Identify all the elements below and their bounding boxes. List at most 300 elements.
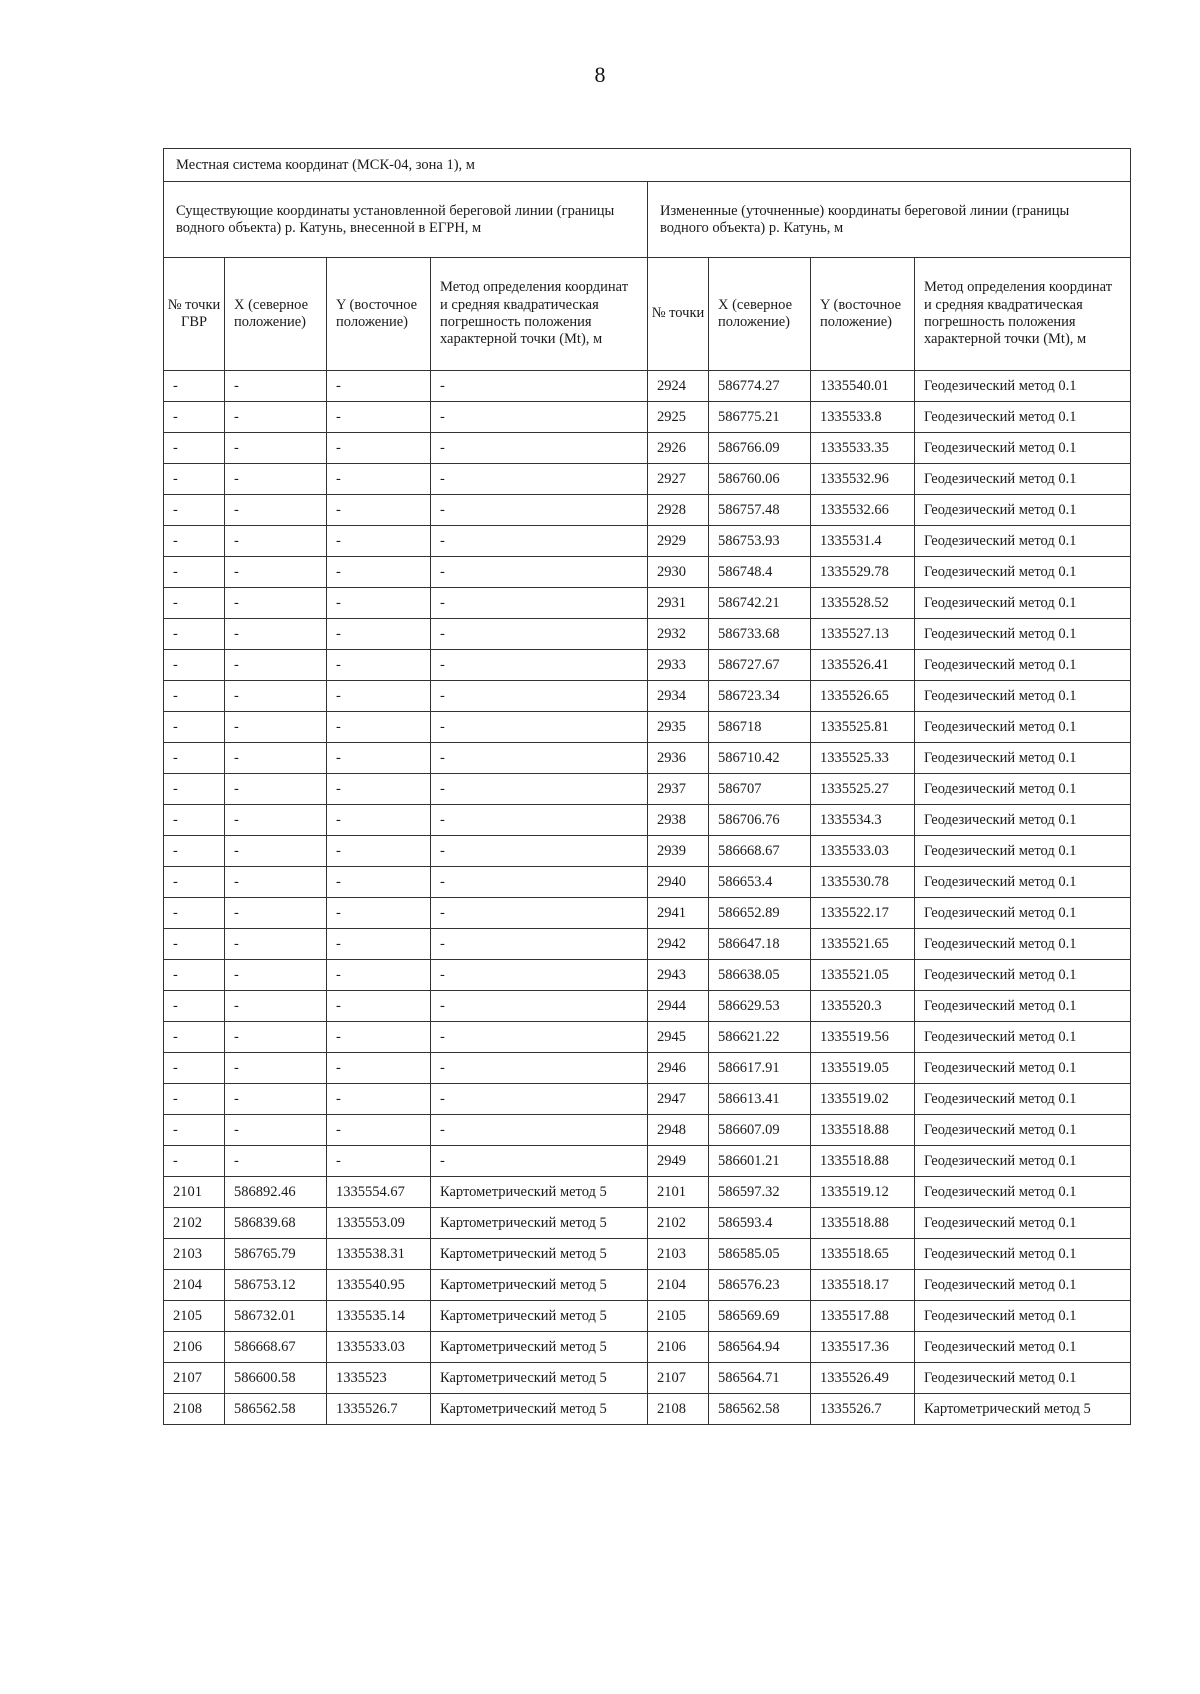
cell-left-x: -: [225, 898, 327, 929]
cell-right-y: 1335530.78: [811, 867, 915, 898]
cell-right-y: 1335532.66: [811, 495, 915, 526]
cell-right-point-no: 2933: [648, 650, 709, 681]
cell-left-y: -: [327, 867, 431, 898]
cell-right-x: 586647.18: [709, 929, 811, 960]
cell-right-x: 586638.05: [709, 960, 811, 991]
cell-right-y: 1335528.52: [811, 588, 915, 619]
cell-left-point-no: -: [164, 991, 225, 1022]
cell-right-x: 586760.06: [709, 464, 811, 495]
cell-left-x: -: [225, 1146, 327, 1177]
cell-left-y: 1335526.7: [327, 1394, 431, 1425]
cell-left-x: -: [225, 774, 327, 805]
cell-right-method: Геодезический метод 0.1: [915, 402, 1131, 433]
cell-right-y: 1335525.27: [811, 774, 915, 805]
col-header-left-y: Y (восточное положение): [327, 258, 431, 371]
cell-left-y: 1335540.95: [327, 1270, 431, 1301]
cell-right-y: 1335533.03: [811, 836, 915, 867]
cell-right-method: Геодезический метод 0.1: [915, 557, 1131, 588]
cell-left-point-no: -: [164, 1022, 225, 1053]
cell-right-y: 1335519.02: [811, 1084, 915, 1115]
cell-left-point-no: -: [164, 805, 225, 836]
cell-left-y: -: [327, 929, 431, 960]
table-row: [164, 836, 1131, 867]
cell-right-method: Геодезический метод 0.1: [915, 1208, 1131, 1239]
cell-left-y: -: [327, 402, 431, 433]
cell-right-point-no: 2937: [648, 774, 709, 805]
table-row: [164, 433, 1131, 464]
cell-right-y: 1335521.05: [811, 960, 915, 991]
cell-right-point-no: 2104: [648, 1270, 709, 1301]
cell-left-x: 586562.58: [225, 1394, 327, 1425]
cell-left-method: -: [431, 402, 648, 433]
cell-left-x: -: [225, 619, 327, 650]
cell-right-x: 586775.21: [709, 402, 811, 433]
cell-left-x: -: [225, 1084, 327, 1115]
cell-left-x: -: [225, 588, 327, 619]
cell-right-point-no: 2929: [648, 526, 709, 557]
table-row: [164, 1084, 1131, 1115]
cell-left-x: 586600.58: [225, 1363, 327, 1394]
cell-right-x: 586668.67: [709, 836, 811, 867]
cell-right-point-no: 2930: [648, 557, 709, 588]
cell-right-method: Геодезический метод 0.1: [915, 1146, 1131, 1177]
cell-right-method: Геодезический метод 0.1: [915, 1084, 1131, 1115]
cell-left-point-no: 2104: [164, 1270, 225, 1301]
cell-left-point-no: -: [164, 619, 225, 650]
cell-left-point-no: -: [164, 743, 225, 774]
cell-left-method: -: [431, 712, 648, 743]
cell-left-y: -: [327, 1022, 431, 1053]
cell-right-x: 586710.42: [709, 743, 811, 774]
cell-right-x: 586723.34: [709, 681, 811, 712]
cell-right-method: Геодезический метод 0.1: [915, 526, 1131, 557]
table-row: [164, 867, 1131, 898]
table-row: [164, 991, 1131, 1022]
cell-right-method: Геодезический метод 0.1: [915, 1270, 1131, 1301]
col-header-right-method: Метод определения координат и средняя квадратическая погрешность положения характерной точки (Mt), м: [915, 258, 1131, 371]
table-row: [164, 929, 1131, 960]
cell-right-method: Геодезический метод 0.1: [915, 836, 1131, 867]
cell-left-point-no: 2101: [164, 1177, 225, 1208]
cell-left-method: -: [431, 867, 648, 898]
cell-right-y: 1335527.13: [811, 619, 915, 650]
cell-left-point-no: -: [164, 1146, 225, 1177]
col-header-right-x: X (северное положение): [709, 258, 811, 371]
cell-left-point-no: -: [164, 433, 225, 464]
cell-left-point-no: -: [164, 960, 225, 991]
cell-left-x: -: [225, 1022, 327, 1053]
cell-left-method: -: [431, 836, 648, 867]
coordinates-table: [163, 148, 1131, 1425]
cell-left-y: -: [327, 526, 431, 557]
table-row: [164, 1332, 1131, 1363]
cell-right-method: Геодезический метод 0.1: [915, 867, 1131, 898]
cell-right-y: 1335526.7: [811, 1394, 915, 1425]
table-row: [164, 650, 1131, 681]
cell-right-method: Геодезический метод 0.1: [915, 1363, 1131, 1394]
cell-right-point-no: 2102: [648, 1208, 709, 1239]
cell-left-point-no: -: [164, 1115, 225, 1146]
cell-right-x: 586733.68: [709, 619, 811, 650]
cell-left-y: -: [327, 774, 431, 805]
cell-right-method: Геодезический метод 0.1: [915, 1332, 1131, 1363]
cell-right-point-no: 2939: [648, 836, 709, 867]
cell-left-x: -: [225, 743, 327, 774]
cell-left-method: -: [431, 464, 648, 495]
cell-right-y: 1335520.3: [811, 991, 915, 1022]
table-row: [164, 557, 1131, 588]
cell-right-point-no: 2948: [648, 1115, 709, 1146]
cell-right-point-no: 2924: [648, 371, 709, 402]
cell-left-method: -: [431, 774, 648, 805]
cell-left-point-no: -: [164, 1084, 225, 1115]
existing-coordinates-header: Существующие координаты установленной береговой линии (границы водного объекта) р. Катунь, внесенной в ЕГРН, м: [164, 182, 648, 258]
cell-right-x: 586653.4: [709, 867, 811, 898]
cell-right-x: 586564.71: [709, 1363, 811, 1394]
cell-right-method: Геодезический метод 0.1: [915, 495, 1131, 526]
cell-left-method: -: [431, 1022, 648, 1053]
cell-left-y: 1335538.31: [327, 1239, 431, 1270]
cell-right-y: 1335517.88: [811, 1301, 915, 1332]
cell-left-point-no: -: [164, 371, 225, 402]
table-row: [164, 743, 1131, 774]
cell-left-method: -: [431, 929, 648, 960]
cell-right-y: 1335522.17: [811, 898, 915, 929]
cell-right-x: 586629.53: [709, 991, 811, 1022]
cell-right-point-no: 2932: [648, 619, 709, 650]
col-header-right-point-no: № точки: [648, 258, 709, 371]
col-header-left-method: Метод определения координат и средняя квадратическая погрешность положения характерной точки (Mt), м: [431, 258, 648, 371]
cell-left-x: 586668.67: [225, 1332, 327, 1363]
cell-right-point-no: 2947: [648, 1084, 709, 1115]
cell-left-method: -: [431, 619, 648, 650]
cell-left-y: 1335554.67: [327, 1177, 431, 1208]
cell-right-method: Геодезический метод 0.1: [915, 743, 1131, 774]
cell-right-y: 1335534.3: [811, 805, 915, 836]
cell-left-point-no: -: [164, 681, 225, 712]
col-header-left-point-no: № точки ГВР: [164, 258, 225, 371]
cell-left-x: -: [225, 929, 327, 960]
cell-right-y: 1335519.05: [811, 1053, 915, 1084]
table-row: [164, 526, 1131, 557]
cell-left-method: -: [431, 960, 648, 991]
cell-right-x: 586601.21: [709, 1146, 811, 1177]
cell-right-y: 1335526.49: [811, 1363, 915, 1394]
cell-left-method: -: [431, 743, 648, 774]
cell-right-x: 586718: [709, 712, 811, 743]
cell-right-point-no: 2945: [648, 1022, 709, 1053]
cell-left-x: -: [225, 1053, 327, 1084]
cell-left-method: -: [431, 526, 648, 557]
cell-right-x: 586617.91: [709, 1053, 811, 1084]
cell-right-x: 586564.94: [709, 1332, 811, 1363]
cell-left-x: -: [225, 991, 327, 1022]
cell-right-method: Геодезический метод 0.1: [915, 898, 1131, 929]
table-row: [164, 1208, 1131, 1239]
cell-right-point-no: 2107: [648, 1363, 709, 1394]
cell-left-method: Картометрический метод 5: [431, 1394, 648, 1425]
table-row: [164, 1239, 1131, 1270]
cell-left-y: -: [327, 743, 431, 774]
cell-left-point-no: 2105: [164, 1301, 225, 1332]
cell-right-x: 586753.93: [709, 526, 811, 557]
cell-left-y: -: [327, 1084, 431, 1115]
cell-left-y: 1335553.09: [327, 1208, 431, 1239]
cell-right-point-no: 2935: [648, 712, 709, 743]
col-header-right-y: Y (восточное положение): [811, 258, 915, 371]
cell-left-x: -: [225, 433, 327, 464]
cell-right-x: 586757.48: [709, 495, 811, 526]
cell-left-y: -: [327, 619, 431, 650]
cell-right-point-no: 2949: [648, 1146, 709, 1177]
cell-left-x: -: [225, 402, 327, 433]
cell-right-x: 586652.89: [709, 898, 811, 929]
cell-left-x: -: [225, 836, 327, 867]
cell-left-point-no: 2107: [164, 1363, 225, 1394]
table-row: [164, 1363, 1131, 1394]
cell-right-y: 1335533.8: [811, 402, 915, 433]
cell-right-point-no: 2938: [648, 805, 709, 836]
cell-right-point-no: 2926: [648, 433, 709, 464]
cell-left-point-no: -: [164, 774, 225, 805]
cell-left-x: 586765.79: [225, 1239, 327, 1270]
cell-left-y: -: [327, 650, 431, 681]
table-title-row: [164, 149, 1131, 182]
cell-left-y: -: [327, 712, 431, 743]
cell-left-method: -: [431, 557, 648, 588]
cell-right-method: Геодезический метод 0.1: [915, 433, 1131, 464]
cell-left-x: -: [225, 712, 327, 743]
cell-right-method: Геодезический метод 0.1: [915, 588, 1131, 619]
cell-right-point-no: 2105: [648, 1301, 709, 1332]
cell-right-point-no: 2108: [648, 1394, 709, 1425]
cell-right-x: 586593.4: [709, 1208, 811, 1239]
cell-right-method: Геодезический метод 0.1: [915, 712, 1131, 743]
cell-right-x: 586613.41: [709, 1084, 811, 1115]
cell-right-method: Геодезический метод 0.1: [915, 1115, 1131, 1146]
cell-left-method: -: [431, 1115, 648, 1146]
cell-left-y: -: [327, 898, 431, 929]
cell-right-point-no: 2946: [648, 1053, 709, 1084]
cell-right-method: Геодезический метод 0.1: [915, 1301, 1131, 1332]
cell-left-y: -: [327, 960, 431, 991]
cell-right-y: 1335529.78: [811, 557, 915, 588]
cell-left-x: -: [225, 650, 327, 681]
cell-left-point-no: -: [164, 929, 225, 960]
cell-left-point-no: -: [164, 557, 225, 588]
cell-right-method: Геодезический метод 0.1: [915, 1177, 1131, 1208]
cell-left-y: -: [327, 836, 431, 867]
cell-left-point-no: -: [164, 712, 225, 743]
cell-right-point-no: 2106: [648, 1332, 709, 1363]
cell-right-method: Геодезический метод 0.1: [915, 991, 1131, 1022]
cell-right-x: 586569.69: [709, 1301, 811, 1332]
cell-left-point-no: 2106: [164, 1332, 225, 1363]
table-row: [164, 371, 1131, 402]
cell-right-method: Геодезический метод 0.1: [915, 805, 1131, 836]
cell-right-y: 1335519.56: [811, 1022, 915, 1053]
cell-right-point-no: 2103: [648, 1239, 709, 1270]
cell-left-x: -: [225, 526, 327, 557]
cell-left-x: -: [225, 557, 327, 588]
cell-left-point-no: 2108: [164, 1394, 225, 1425]
table-row: [164, 619, 1131, 650]
cell-left-point-no: -: [164, 464, 225, 495]
cell-left-x: -: [225, 1115, 327, 1146]
col-header-left-x: X (северное положение): [225, 258, 327, 371]
cell-right-method: Геодезический метод 0.1: [915, 774, 1131, 805]
cell-left-x: 586892.46: [225, 1177, 327, 1208]
cell-right-method: Геодезический метод 0.1: [915, 681, 1131, 712]
table-row: [164, 960, 1131, 991]
table-row: [164, 898, 1131, 929]
cell-left-y: -: [327, 433, 431, 464]
cell-left-method: -: [431, 495, 648, 526]
cell-left-method: -: [431, 371, 648, 402]
cell-right-y: 1335518.17: [811, 1270, 915, 1301]
cell-left-x: -: [225, 681, 327, 712]
table-row: [164, 1022, 1131, 1053]
cell-left-x: -: [225, 371, 327, 402]
cell-left-y: -: [327, 495, 431, 526]
cell-left-method: Картометрический метод 5: [431, 1177, 648, 1208]
cell-right-y: 1335525.81: [811, 712, 915, 743]
cell-left-point-no: -: [164, 650, 225, 681]
cell-right-point-no: 2942: [648, 929, 709, 960]
cell-left-point-no: -: [164, 495, 225, 526]
table-title: Местная система координат (МСК-04, зона 1), м: [164, 149, 1131, 182]
cell-right-x: 586585.05: [709, 1239, 811, 1270]
cell-right-x: 586774.27: [709, 371, 811, 402]
cell-right-point-no: 2936: [648, 743, 709, 774]
cell-right-method: Геодезический метод 0.1: [915, 619, 1131, 650]
table-row: [164, 1177, 1131, 1208]
cell-right-method: Геодезический метод 0.1: [915, 1053, 1131, 1084]
cell-left-point-no: -: [164, 526, 225, 557]
cell-right-y: 1335518.65: [811, 1239, 915, 1270]
cell-right-y: 1335533.35: [811, 433, 915, 464]
table-row: [164, 1394, 1131, 1425]
cell-left-method: -: [431, 805, 648, 836]
cell-right-y: 1335519.12: [811, 1177, 915, 1208]
table-row: [164, 805, 1131, 836]
cell-left-point-no: -: [164, 898, 225, 929]
cell-left-point-no: 2102: [164, 1208, 225, 1239]
cell-right-method: Геодезический метод 0.1: [915, 1022, 1131, 1053]
cell-left-point-no: -: [164, 867, 225, 898]
table-row: [164, 464, 1131, 495]
table-row: [164, 588, 1131, 619]
cell-right-point-no: 2934: [648, 681, 709, 712]
table-row: [164, 495, 1131, 526]
cell-right-point-no: 2101: [648, 1177, 709, 1208]
column-header-row: [164, 258, 1131, 371]
cell-right-x: 586706.76: [709, 805, 811, 836]
cell-right-x: 586727.67: [709, 650, 811, 681]
cell-right-x: 586562.58: [709, 1394, 811, 1425]
cell-left-y: -: [327, 1053, 431, 1084]
table-row: [164, 681, 1131, 712]
cell-right-point-no: 2940: [648, 867, 709, 898]
cell-left-x: -: [225, 805, 327, 836]
cell-left-y: -: [327, 681, 431, 712]
cell-left-point-no: -: [164, 588, 225, 619]
cell-left-y: -: [327, 1146, 431, 1177]
cell-left-x: 586839.68: [225, 1208, 327, 1239]
cell-right-y: 1335526.41: [811, 650, 915, 681]
table-row: [164, 402, 1131, 433]
table-body: [164, 149, 1131, 1425]
cell-left-y: -: [327, 588, 431, 619]
cell-left-method: -: [431, 1146, 648, 1177]
cell-left-point-no: -: [164, 402, 225, 433]
cell-left-point-no: -: [164, 836, 225, 867]
cell-left-y: -: [327, 991, 431, 1022]
cell-left-x: 586753.12: [225, 1270, 327, 1301]
cell-left-y: -: [327, 1115, 431, 1146]
cell-right-y: 1335540.01: [811, 371, 915, 402]
cell-right-x: 586742.21: [709, 588, 811, 619]
cell-left-method: Картометрический метод 5: [431, 1363, 648, 1394]
group-header-row: [164, 182, 1131, 258]
cell-left-method: -: [431, 650, 648, 681]
cell-left-x: -: [225, 960, 327, 991]
cell-right-point-no: 2927: [648, 464, 709, 495]
cell-right-point-no: 2928: [648, 495, 709, 526]
cell-left-y: 1335535.14: [327, 1301, 431, 1332]
cell-left-y: -: [327, 557, 431, 588]
table-row: [164, 1301, 1131, 1332]
cell-right-point-no: 2925: [648, 402, 709, 433]
cell-left-x: -: [225, 464, 327, 495]
cell-left-method: -: [431, 898, 648, 929]
cell-right-y: 1335518.88: [811, 1115, 915, 1146]
page-number: 8: [594, 62, 606, 87]
cell-right-method: Геодезический метод 0.1: [915, 650, 1131, 681]
cell-right-point-no: 2941: [648, 898, 709, 929]
cell-right-x: 586748.4: [709, 557, 811, 588]
cell-left-point-no: 2103: [164, 1239, 225, 1270]
cell-left-method: Картометрический метод 5: [431, 1239, 648, 1270]
cell-right-point-no: 2944: [648, 991, 709, 1022]
cell-right-x: 586597.32: [709, 1177, 811, 1208]
cell-left-method: Картометрический метод 5: [431, 1332, 648, 1363]
cell-left-method: -: [431, 681, 648, 712]
cell-right-method: Геодезический метод 0.1: [915, 960, 1131, 991]
cell-left-x: -: [225, 495, 327, 526]
cell-right-y: 1335518.88: [811, 1208, 915, 1239]
table-row: [164, 1270, 1131, 1301]
cell-right-y: 1335532.96: [811, 464, 915, 495]
cell-right-y: 1335525.33: [811, 743, 915, 774]
table-row: [164, 1053, 1131, 1084]
cell-right-method: Геодезический метод 0.1: [915, 464, 1131, 495]
cell-right-point-no: 2943: [648, 960, 709, 991]
cell-left-y: 1335523: [327, 1363, 431, 1394]
cell-right-y: 1335521.65: [811, 929, 915, 960]
cell-left-x: 586732.01: [225, 1301, 327, 1332]
cell-left-method: -: [431, 1084, 648, 1115]
cell-right-x: 586621.22: [709, 1022, 811, 1053]
cell-right-x: 586766.09: [709, 433, 811, 464]
cell-left-y: -: [327, 805, 431, 836]
cell-right-x: 586576.23: [709, 1270, 811, 1301]
cell-right-method: Геодезический метод 0.1: [915, 929, 1131, 960]
cell-left-method: Картометрический метод 5: [431, 1301, 648, 1332]
cell-right-method: Геодезический метод 0.1: [915, 371, 1131, 402]
cell-left-method: -: [431, 588, 648, 619]
cell-left-x: -: [225, 867, 327, 898]
